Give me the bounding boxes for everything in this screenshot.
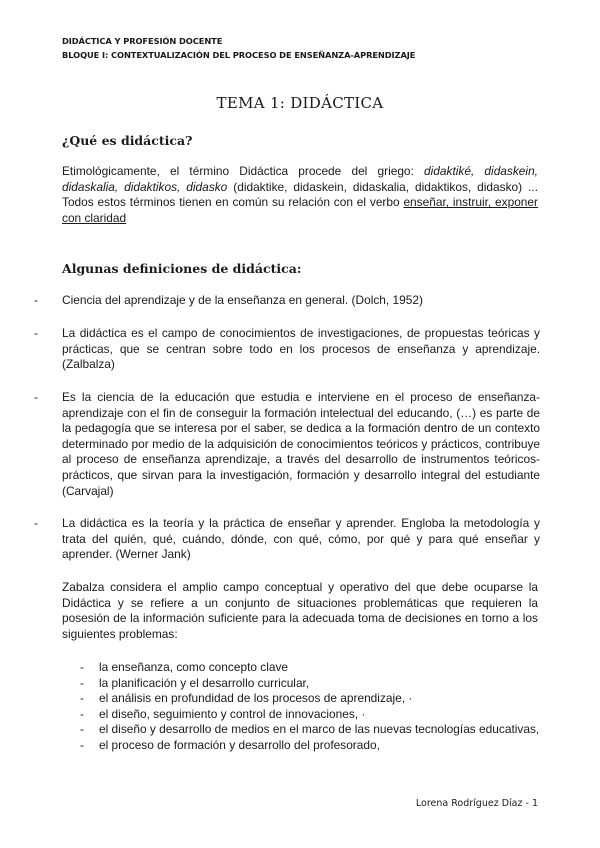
definition-text: La didáctica es el campo de conocimientos de investigaciones, de propuestas teóricas y prácticas, que se centran sobre todo en los procesos de enseñanza y aprendizaje. (Zalbalza)	[62, 326, 540, 372]
bullet-dash: -	[34, 293, 38, 307]
list-item-text: la planificación y el desarrollo curricular,	[99, 675, 310, 690]
etymology-text-start: Etimológicamente, el término Didáctica procede del griego:	[62, 164, 425, 178]
list-item-text: la enseñanza, como concepto clave	[99, 660, 289, 674]
header-block: BLOQUE I: CONTEXTUALIZACIÓN DEL PROCESO DE ENSEÑANZA-APRENDIZAJE	[62, 50, 416, 60]
list-item	[80, 722, 540, 738]
section-heading-what-is: ¿Qué es didáctica?	[62, 133, 193, 148]
bullet-dash: -	[80, 691, 84, 706]
list-item	[80, 707, 540, 723]
bullet-dash: -	[80, 737, 84, 752]
bullet-dash: -	[34, 516, 38, 530]
list-item-text: el diseño y desarrollo de medios en el marco de las nuevas tecnologías educativas,	[99, 722, 540, 737]
list-item-text: el análisis en profundidad de los procesos de aprendizaje, ·	[99, 691, 413, 706]
definition-item	[34, 390, 540, 499]
list-item-text: el proceso de formación y desarrollo del profesorado,	[99, 737, 380, 752]
list-item	[80, 660, 540, 676]
section-heading-definitions: Algunas definiciones de didáctica:	[62, 261, 302, 276]
definition-text: Ciencia del aprendizaje y de la enseñanza en general. (Dolch, 1952)	[62, 293, 423, 307]
etymology-underlined-verbs: enseñar, instruir, exponer con claridad	[62, 195, 538, 225]
list-item	[80, 738, 540, 754]
bullet-dash: -	[80, 660, 84, 674]
header-course: DIDÁCTICA Y PROFESIÓN DOCENTE	[62, 36, 223, 46]
page-title: TEMA 1: DIDÁCTICA	[216, 94, 384, 112]
bullet-dash: -	[80, 675, 84, 690]
definition-item	[34, 326, 540, 373]
bullet-dash: -	[80, 706, 84, 721]
bullet-dash: -	[80, 722, 84, 737]
problems-list	[80, 660, 540, 754]
bullet-dash: -	[34, 326, 38, 340]
page-footer: Lorena Rodríguez Díaz - 1	[415, 798, 538, 809]
definition-text: Es la ciencia de la educación que estudia e interviene en el proceso de enseñanza-aprendizaje con el fin de conseguir la formación intelectual del educando, (…) es parte de la pedagogía que se interesa por el saber, se dedica a la formación dentro de un contexto determinado por medio de la adquisición de conocimientos teóricos y prácticos, contribuye al proceso de enseñanza aprendizaje, a través del desarrollo de instrumentos teóricos-prácticos, que sirvan para la investigación, formación y desarrollo integral del estudiante (Carvajal)	[62, 390, 540, 498]
bullet-dash: -	[34, 390, 38, 404]
zabalza-paragraph: Zabalza considera el amplio campo conceptual y operativo del que debe ocuparse la Didáctica y se refiere a un conjunto de situaciones problemáticas que requieren la posesión de la información suficiente para la adecuada toma de decisiones en torno a los siguientes problemas:	[62, 580, 538, 641]
definition-text: La didáctica es la teoría y la práctica de enseñar y aprender. Engloba la metodología y trata del quién, qué, cuándo, dónde, con qué, cómo, por qué y para qué enseñar y aprender. (Werner Jank)	[62, 516, 540, 562]
list-item	[80, 676, 540, 692]
definition-item	[34, 293, 540, 309]
definition-item	[34, 516, 540, 563]
etymology-text-mid: (didaktike, didaskein, didaskalia, didaktikos, didasko) ... Todos estos términos tienen en común su relación con el verbo	[62, 179, 538, 210]
etymology-paragraph	[62, 164, 538, 226]
list-item	[80, 691, 540, 707]
list-item-text: el diseño, seguimiento y control de innovaciones, ·	[99, 706, 366, 721]
etymology-greek-terms: didaktiké, didaskein, didaskalia, didaktikos, didasko	[62, 164, 538, 194]
